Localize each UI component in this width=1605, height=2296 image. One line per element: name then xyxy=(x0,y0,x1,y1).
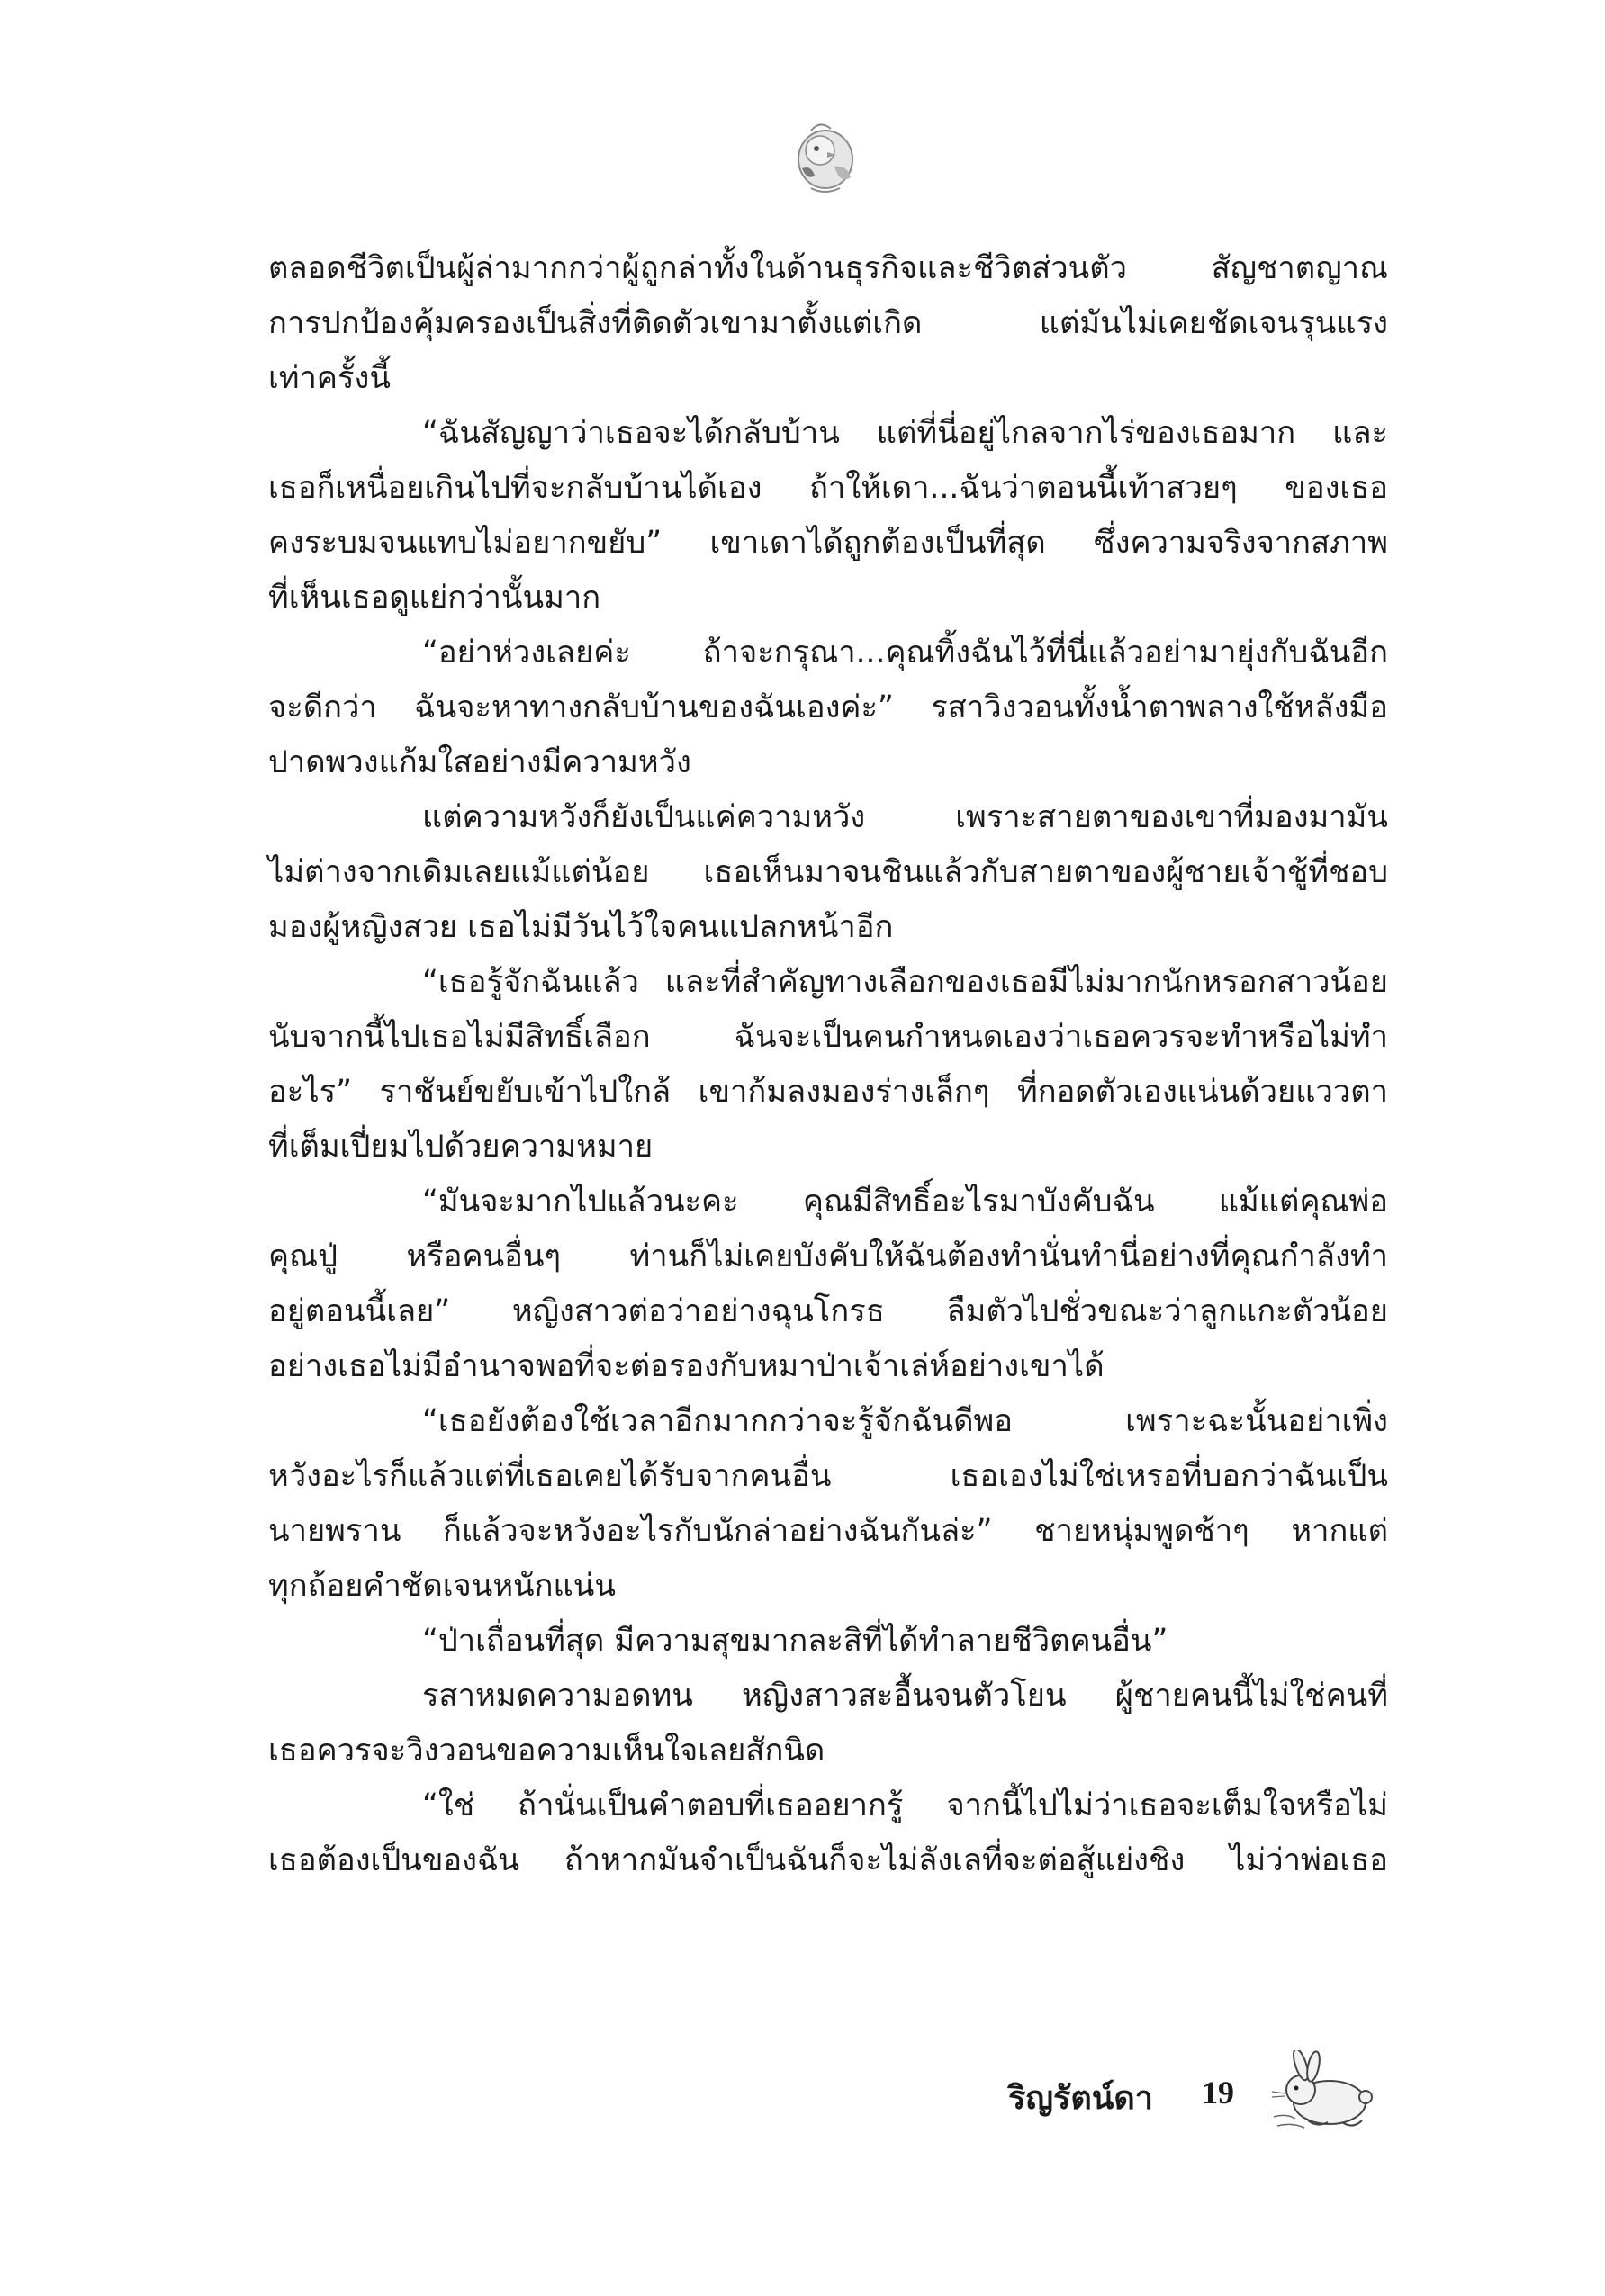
text-line: อยู่ตอนนี้เลย” หญิงสาวต่อว่าอย่างฉุนโกรธ ลืมตัวไปชั่วขณะว่าลูกแกะตัวน้อย xyxy=(268,1293,1388,1329)
text-line: คุณปู่ หรือคนอื่นๆ ท่านก็ไม่เคยบังคับให้ฉันต้องทำนั่นทำนี่อย่างที่คุณกำลังทำ xyxy=(268,1238,1388,1274)
chick-ornament-icon xyxy=(784,113,865,198)
text-line: “มันจะมากไปแล้วนะคะ คุณมีสิทธิ์อะไรมาบังคับฉัน แม้แต่คุณพ่อ xyxy=(422,1184,1388,1220)
text-line: นายพราน ก็แล้วจะหวังอะไรกับนักล่าอย่างฉันกันล่ะ” ชายหนุ่มพูดช้าๆ หากแต่ xyxy=(268,1513,1388,1549)
text-line: อย่างเธอไม่มีอำนาจพอที่จะต่อรองกับหมาป่าเจ้าเล่ห์อย่างเขาได้ xyxy=(268,1348,1105,1384)
page-footer xyxy=(1008,2061,1404,2133)
text-line: เท่าครั้งนี้ xyxy=(268,360,391,396)
text-line: “เธอยังต้องใช้เวลาอีกมากกว่าจะรู้จักฉันดีพอ เพราะฉะนั้นอย่าเพิ่ง xyxy=(422,1403,1388,1439)
text-line: “ป่าเถื่อนที่สุด มีความสุขมากละสิที่ได้ทำลายชีวิตคนอื่น” xyxy=(422,1623,1168,1659)
text-line: การปกป้องคุ้มครองเป็นสิ่งที่ติดตัวเขามาตั้งแต่เกิด แต่มันไม่เคยชัดเจนรุนแรง xyxy=(268,305,1388,341)
rabbit-ornament-icon xyxy=(1265,2050,1391,2136)
text-line: รสาหมดความอดทน หญิงสาวสะอื้นจนตัวโยน ผู้ชายคนนี้ไม่ใช่คนที่ xyxy=(422,1678,1388,1714)
text-line: “อย่าห่วงเลยค่ะ ถ้าจะกรุณา...คุณทิ้งฉันไว้ที่นี่แล้วอย่ามายุ่งกับฉันอีก xyxy=(422,635,1388,671)
body-text xyxy=(268,241,1388,1888)
text-line: ปาดพวงแก้มใสอย่างมีความหวัง xyxy=(268,744,691,780)
text-line: เธอต้องเป็นของฉัน ถ้าหากมันจำเป็นฉันก็จะไม่ลังเลที่จะต่อสู้แย่งชิง ไม่ว่าพ่อเธอ xyxy=(268,1842,1388,1878)
author-name: ริญรัตน์ดา xyxy=(1008,2079,1153,2117)
text-line: คงระบมจนแทบไม่อยากขยับ” เขาเดาได้ถูกต้องเป็นที่สุด ซึ่งความจริงจากสภาพ xyxy=(268,525,1388,561)
text-line: ไม่ต่างจากเดิมเลยแม้แต่น้อย เธอเห็นมาจนชินแล้วกับสายตาของผู้ชายเจ้าชู้ที่ชอบ xyxy=(268,854,1388,890)
text-line: ทุกถ้อยคำชัดเจนหนักแน่น xyxy=(268,1568,616,1604)
text-line: ที่เต็มเปี่ยมไปด้วยความหมาย xyxy=(268,1129,654,1165)
text-line: “ใช่ ถ้านั่นเป็นคำตอบที่เธออยากรู้ จากนี้ไปไม่ว่าเธอจะเต็มใจหรือไม่ xyxy=(422,1787,1388,1823)
page-number: 19 xyxy=(1202,2075,1234,2111)
text-line: นับจากนี้ไปเธอไม่มีสิทธิ์เลือก ฉันจะเป็นคนกำหนดเองว่าเธอควรจะทำหรือไม่ทำ xyxy=(268,1019,1388,1055)
text-line: ที่เห็นเธอดูแย่กว่านั้นมาก xyxy=(268,580,601,616)
text-line: มองผู้หญิงสวย เธอไม่มีวันไว้ใจคนแปลกหน้าอีก xyxy=(268,909,894,945)
text-line: หวังอะไรก็แล้วแต่ที่เธอเคยได้รับจากคนอื่น เธอเองไม่ใช่เหรอที่บอกว่าฉันเป็น xyxy=(268,1458,1388,1494)
text-line: ตลอดชีวิตเป็นผู้ล่ามากกว่าผู้ถูกล่าทั้งในด้านธุรกิจและชีวิตส่วนตัว สัญชาตญาณ xyxy=(268,250,1388,286)
text-line: เธอก็เหนื่อยเกินไปที่จะกลับบ้านได้เอง ถ้าให้เดา...ฉันว่าตอนนี้เท้าสวยๆ ของเธอ xyxy=(268,470,1388,506)
text-line: “ฉันสัญญาว่าเธอจะได้กลับบ้าน แต่ที่นี่อยู่ไกลจากไร่ของเธอมาก และ xyxy=(422,415,1388,451)
text-line: “เธอรู้จักฉันแล้ว และที่สำคัญทางเลือกของเธอมีไม่มากนักหรอกสาวน้อย xyxy=(422,964,1388,1000)
text-line: แต่ความหวังก็ยังเป็นแค่ความหวัง เพราะสายตาของเขาที่มองมามัน xyxy=(422,799,1388,835)
text-line: จะดีกว่า ฉันจะหาทางกลับบ้านของฉันเองค่ะ” รสาวิงวอนทั้งน้ำตาพลางใช้หลังมือ xyxy=(268,689,1388,725)
text-line: อะไร” ราชันย์ขยับเข้าไปใกล้ เขาก้มลงมองร่างเล็กๆ ที่กอดตัวเองแน่นด้วยแววตา xyxy=(268,1074,1388,1110)
text-line: เธอควรจะวิงวอนขอความเห็นใจเลยสักนิด xyxy=(268,1733,825,1769)
